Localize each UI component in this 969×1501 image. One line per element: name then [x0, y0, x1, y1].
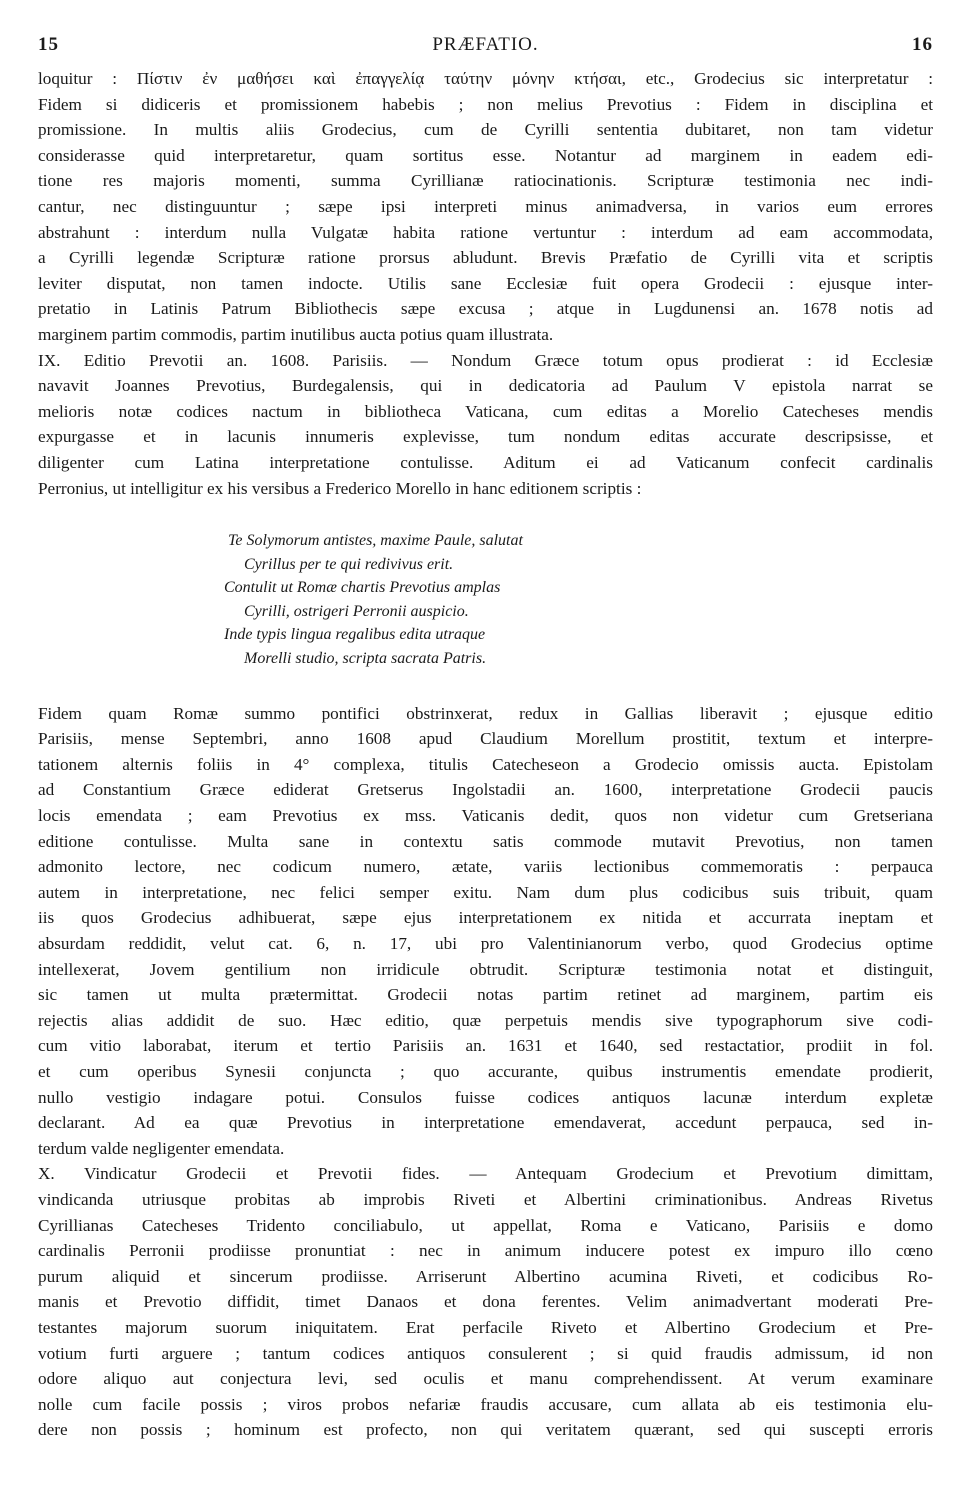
verse-line: Inde typis lingua regalibus edita utraque [224, 626, 486, 644]
text-line: odore aliquo aut conjectura levi, sed oculis et manu comprehendissent. At verum examinare [38, 1369, 933, 1389]
text-line: diligenter cum Latina interpretatione contulisse. Aditum ei ad Vaticanum confecit cardinalis [38, 452, 933, 472]
text-line: Cyrillianas Catecheses Tridento conciliabulo, ut appellat, Roma e Vaticano, Parisiis e domo [38, 1215, 933, 1235]
text-line: expurgasse et in lacunis innumeris explevisse, tum nondum editas accurate descripsisse, et [38, 427, 933, 447]
verse-line: Cyrilli, ostrigeri Perronii auspicio. [244, 602, 469, 620]
text-line: vindicanda utriusque probitas ab improbis Riveti et Albertini criminationibus. Andreas Rivetus [38, 1189, 933, 1209]
text-line: Parisiis, mense Septembri, anno 1608 apud Claudium Morellum prostitit, textum et interpre- [38, 729, 933, 749]
paragraph-grodecius-critique [38, 66, 933, 348]
text-line: manis et Prevotio diffidit, timet Danaos et dona ferentes. Velim animadvertant moderati Pre- [38, 1292, 933, 1312]
text-line: rejectis alias addidit de suo. Hæc editio, quæ perpetuis mendis sive typographorum sive codi- [38, 1010, 933, 1030]
text-line: marginem partim commodis, partim inutilibus aucta potius quam illustrata. [38, 324, 554, 344]
text-line: leviter disputat, non tamen indocte. Utilis sane Ecclesiæ fuit opera Grodecii : ejusque inter- [38, 273, 933, 293]
text-line: loquitur : Πίστιν ἐν μαθήσει καὶ ἐπαγγελίᾳ ταύτην μόνην κτήσαι, etc., Grodecius sic interpretatur : [38, 69, 933, 88]
paragraph-prevotius-edition-details [38, 701, 933, 1162]
text-line: a Cyrilli legendæ Scripturæ ratione prorsus abludunt. Brevis Præfatio de Cyrilli vita et scriptis [38, 248, 933, 268]
text-line: tione res majoris momenti, summa Cyrillianæ ratiocinationis. Scripturæ testimonia nec indi- [38, 171, 933, 191]
text-line: Fidem quam Romæ summo pontifici obstrinxerat, redux in Gallias liberavit ; ejusque editio [38, 703, 933, 723]
section-x-vindication [38, 1161, 933, 1443]
left-page-number: 15 [38, 34, 59, 55]
text-line: IX. Editio Prevotii an. 1608. Parisiis. — Nondum Græce totum opus prodierat : id Ecclesiæ [38, 350, 933, 370]
text-line: admonito lectore, nec codicum numero, ætate, variis lectionibus commemoratis : perpauca [38, 857, 933, 877]
running-title: PRÆFATIO. [432, 34, 539, 55]
text-line: Perronius, ut intelligitur ex his versibus a Frederico Morello in hanc editionem scriptis : [38, 478, 642, 498]
text-line: nolle cum facile possis ; viros probos nefariæ fraudis accusare, cum allata ab eis testimonia elu- [38, 1394, 933, 1414]
text-line: navavit Joannes Prevotius, Burdegalensis, qui in dedicatoria ad Paulum V epistola narrat se [38, 376, 933, 396]
text-line: cum vitio laborabat, iterum et tertio Parisiis an. 1631 et 1640, sed restactatior, prodiit in fol. [38, 1036, 933, 1056]
text-line: pretatio in Latinis Patrum Bibliothecis sæpe excusa ; atque in Lugdunensi an. 1678 notis ad [38, 299, 933, 319]
text-line: votium furti arguere ; tantum codices antiquos consulerent ; si quid fraudis admissum, id non [38, 1343, 933, 1363]
verse-line: Morelli studio, scripta sacrata Patris. [244, 650, 487, 668]
text-line: promissione. In multis aliis Grodecius, cum de Cyrilli sententia dubitaret, non tam videtur [38, 120, 933, 140]
dedicatory-verses [38, 529, 933, 671]
text-line: iis quos Grodecius adhibuerat, sæpe ejus interpretationem ex nitida et accurrata ineptam et [38, 908, 933, 928]
text-line: autem in interpretatione, nec felici semper exitu. Nam dum plus codicibus suis tribuit, quam [38, 882, 933, 902]
running-header [38, 0, 933, 66]
text-line: tationem alternis foliis in 4° complexa, titulis Catecheseon a Grodecio omissis aucta. Epistolam [38, 754, 933, 774]
verse-line: Te Solymorum antistes, maxime Paule, salutat [228, 532, 523, 550]
text-line: cardinalis Perronii prodiisse pronuntiat : nec in animum inducere potest ex impuro illo cœno [38, 1241, 933, 1261]
text-line: ad Constantium Græce ediderat Gretserus Ingolstadii an. 1600, interpretatione Grodecii paucis [38, 780, 933, 800]
text-line: Fidem si didiceris et promissionem habebis ; non melius Prevotius : Fidem in disciplina et [38, 94, 933, 114]
text-line: nullo vestigio indagare potui. Consulos fuisse codices antiquos lacunæ interdum expletæ [38, 1087, 933, 1107]
text-line: cantur, nec distinguuntur ; sæpe ipsi interpreti minus animadversa, in varios eum errores [38, 196, 933, 216]
text-line: purum aliquid et sincerum prodiisse. Arriserunt Albertino acumina Riveti, et codicibus Ro- [38, 1266, 933, 1286]
verse-line: Contulit ut Romæ chartis Prevotius amplas [224, 579, 501, 597]
text-line: intellexerat, Jovem gentilium non irridicule obtrudit. Scripturæ testimonia notat et distinguit, [38, 959, 933, 979]
right-page-number: 16 [912, 34, 933, 55]
text-line: abstrahunt : interdum nulla Vulgatæ habita ratione vertuntur : interdum ad eam accommodata, [38, 222, 933, 242]
text-line: dere non possis ; hominum est profecto, non qui veritatem quærant, sed qui suscepti erroris [38, 1420, 933, 1440]
text-line: et cum operibus Synesii conjuncta ; quo accurante, quibus instrumentis emendate prodierit, [38, 1061, 933, 1081]
text-line: editione contulisse. Multa sane in contextu satis commode mutavit Prevotius, non tamen [38, 831, 933, 851]
text-line: testantes majorum suorum iniquitatem. Erat perfacile Riveto et Albertino Grodecium et Pre- [38, 1317, 933, 1337]
text-line: terdum valde negligenter emendata. [38, 1138, 285, 1158]
text-line: locis emendata ; eam Prevotius ex mss. Vaticanis dedit, quos non videtur cum Gretseriana [38, 806, 933, 826]
section-ix-prevotius-edition [38, 348, 933, 502]
text-line: X. Vindicatur Grodecii et Prevotii fides. — Antequam Grodecium et Prevotium dimittam, [38, 1164, 933, 1184]
text-line: melioris notæ codices nactum in bibliotheca Vaticana, cum editas a Morelio Catecheses mendis [38, 401, 933, 421]
text-line: absurdam reddidit, velut cat. 6, n. 17, ubi pro Valentinianorum verbo, quod Grodecius optime [38, 934, 933, 953]
text-line: declarant. Ad ea quæ Prevotius in interpretatione emendaverat, accedunt perpauca, sed in- [38, 1113, 933, 1133]
verse-line: Cyrillus per te qui redivivus erit. [244, 555, 454, 573]
text-line: sic tamen ut multa prætermittat. Grodecii notas partim retinet ad marginem, partim eis [38, 985, 933, 1005]
text-line: considerasse quid interpretaretur, quam sortitus esse. Notantur ad marginem in eadem edi- [38, 145, 933, 165]
